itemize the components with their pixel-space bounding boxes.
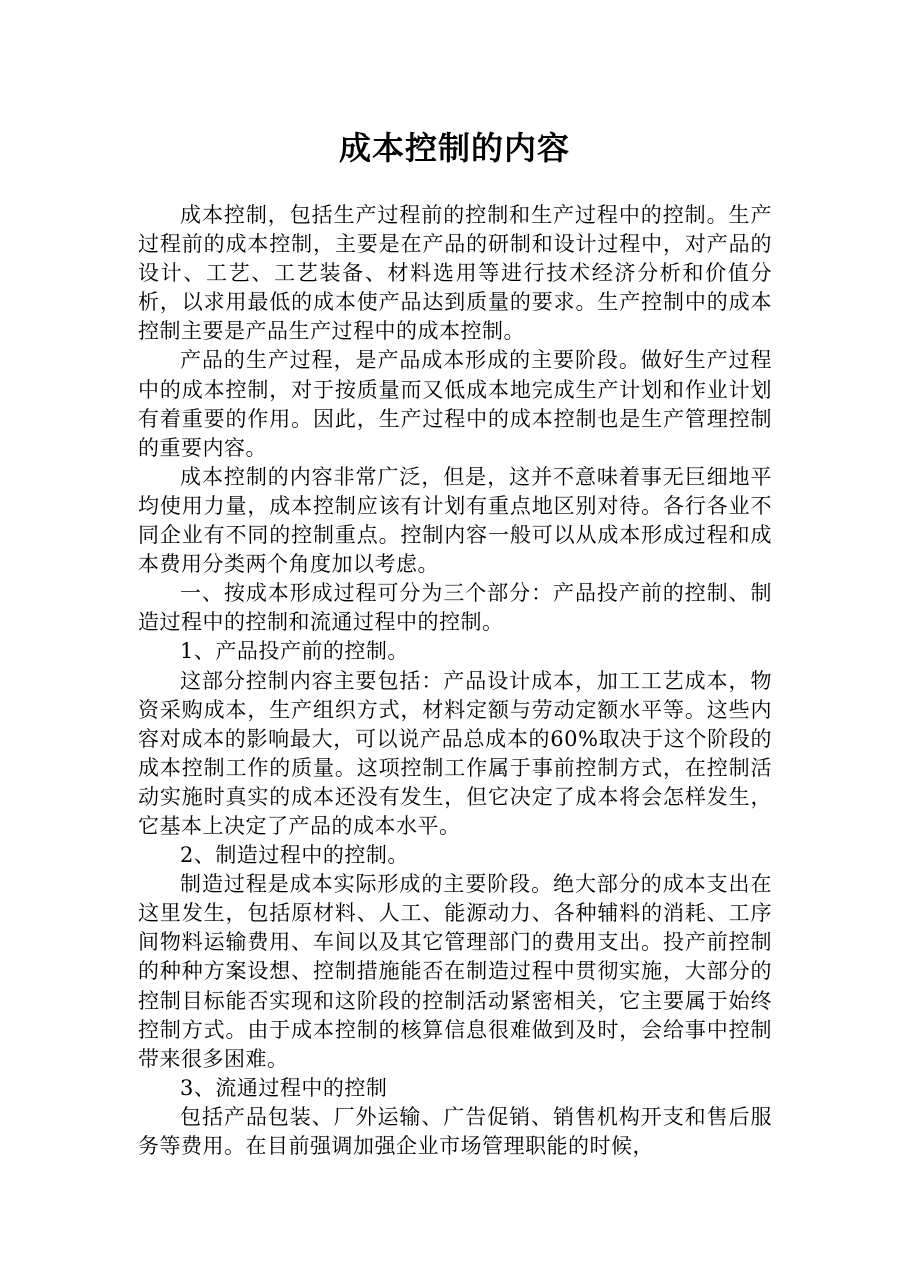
heading-pre-production: 1、产品投产前的控制。 <box>180 639 409 664</box>
paragraph-control-scope: 成本控制的内容非常广泛，但是，这并不意味着事无巨细地平均使用力量，成本控制应该有计划有重点地区别对待。各行各业不同企业有不同的控制重点。控制内容一般可以从成本形成过程和成本费用分类两个角度加以考虑。 <box>138 464 772 577</box>
paragraph-manufacturing: 制造过程是成本实际形成的主要阶段。绝大部分的成本支出在这里发生，包括原材料、人工、能源动力、各种辅料的消耗、工序间物料运输费用、车间以及其它管理部门的费用支出。投产前控制的种种方案设想、控制措施能否在制造过程中贯彻实施，大部分的控制目标能否实现和这阶段的控制活动紧密相关，它主要属于始终控制方式。由于成本控制的核算信息很难做到及时，会给事中控制带来很多困难。 <box>138 872 772 1071</box>
paragraph-intro: 成本控制，包括生产过程前的控制和生产过程中的控制。生产过程前的成本控制，主要是在产品的研制和设计过程中，对产品的设计、工艺、工艺装备、材料选用等进行技术经济分析和价值分析，以求用最低的成本使产品达到质量的要求。生产控制中的成本控制主要是产品生产过程中的成本控制。 <box>138 203 772 344</box>
heading-distribution: 3、流通过程中的控制 <box>180 1075 388 1100</box>
document-title: 成本控制的内容 <box>338 129 570 167</box>
paragraph-pre-production: 这部分控制内容主要包括：产品设计成本，加工工艺成本，物资采购成本，生产组织方式，材料定额与劳动定额水平等。这些内容对成本的影响最大，可以说产品总成本的60%取决于这个阶段的成本控制工作的质量。这项控制工作属于事前控制方式，在控制活动实施时真实的成本还没有发生，但它决定了成本将会怎样发生，它基本上决定了产品的成本水平。 <box>138 668 772 838</box>
paragraph-distribution: 包括产品包装、厂外运输、广告促销、销售机构开支和售后服务等费用。在目前强调加强企业市场管理职能的时候， <box>138 1104 772 1158</box>
paragraph-production-process: 产品的生产过程，是产品成本形成的主要阶段。做好生产过程中的成本控制，对于按质量而又低成本地完成生产计划和作业计划有着重要的作用。因此，生产过程中的成本控制也是生产管理控制的重要内容。 <box>138 348 772 460</box>
heading-section-one: 一、按成本形成过程可分为三个部分：产品投产前的控制、制造过程中的控制和流通过程中的控制。 <box>138 581 772 635</box>
document-body <box>138 201 772 1161</box>
heading-manufacturing: 2、制造过程中的控制。 <box>180 843 409 868</box>
